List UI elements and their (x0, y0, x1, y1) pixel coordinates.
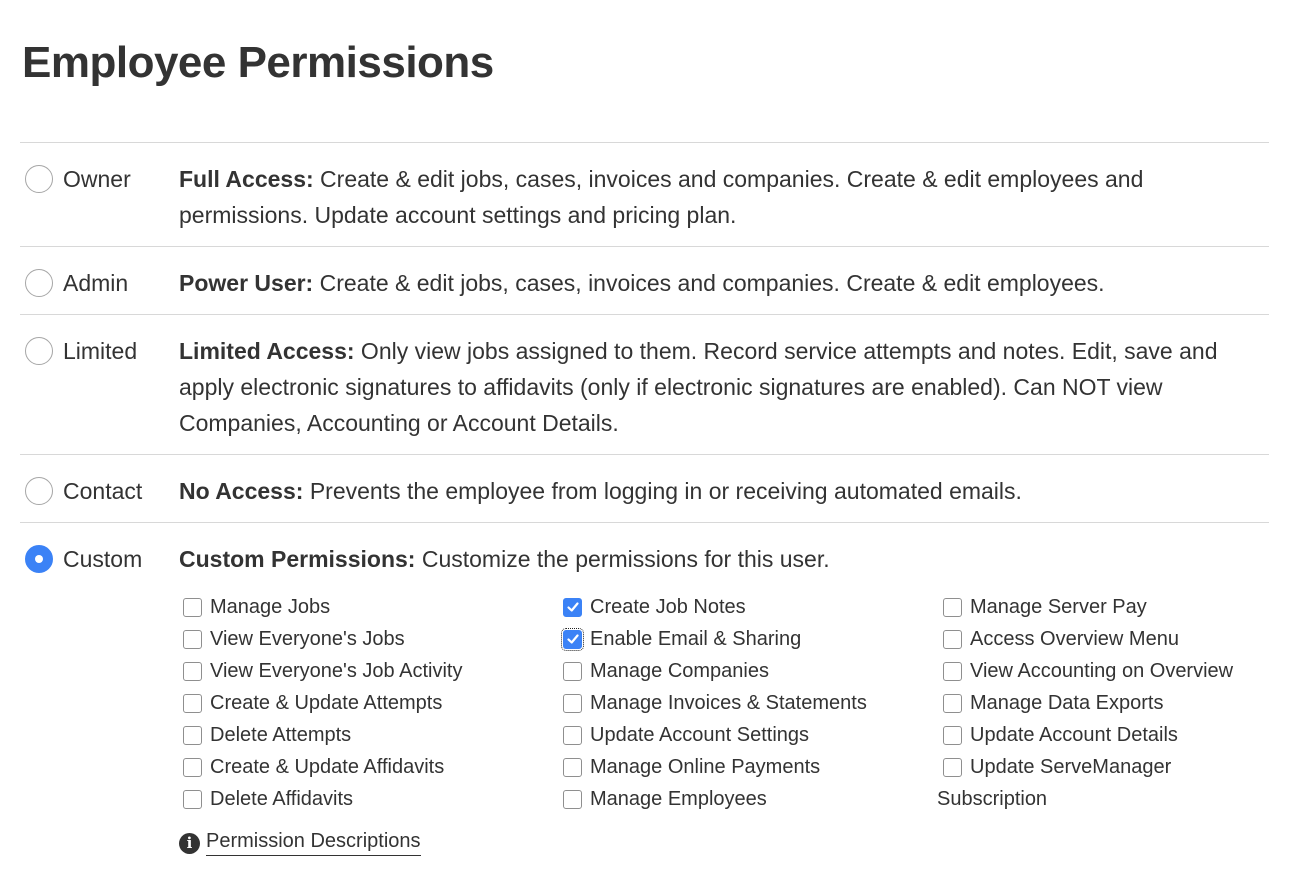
permissions-column-1 (183, 591, 462, 815)
limited-description-text: Only view jobs assigned to them. Record service attempts and notes. Edit, save and apply electronic signatures to affidavits (only if electronic signatures are enabled). Can NOT view Companies, Accounting or Account Details. (179, 338, 1218, 436)
update-servemanager-label[interactable]: Update ServeManager (970, 755, 1172, 778)
contact-radio-label[interactable]: Contact (63, 478, 143, 504)
permission-descriptions-link[interactable]: Permission Descriptions (206, 830, 421, 856)
info-icon: i (179, 833, 200, 854)
radio-selected-dot (35, 555, 43, 563)
delete-affidavits-label[interactable]: Delete Affidavits (210, 787, 354, 810)
owner-description (179, 161, 1269, 246)
view-everyone-s-jobs-label[interactable]: View Everyone's Jobs (210, 627, 405, 650)
contact-description-title: No Access: (179, 478, 304, 504)
manage-online-payments-label[interactable]: Manage Online Payments (590, 755, 821, 778)
custom-radio[interactable] (25, 545, 53, 573)
permission-item-create-and-update-attempts[interactable] (183, 687, 462, 719)
permission-item-delete-affidavits[interactable] (183, 783, 462, 815)
permission-item-manage-employees[interactable] (563, 783, 867, 815)
permission-item-view-everyone-s-job-activity[interactable] (183, 655, 462, 687)
limited-radio[interactable] (25, 337, 53, 365)
manage-invoices-and-statements-checkbox[interactable] (563, 694, 582, 713)
manage-employees-checkbox[interactable] (563, 790, 582, 809)
custom-description-text: Customize the permissions for this user. (415, 546, 830, 572)
manage-server-pay-checkbox[interactable] (943, 598, 962, 617)
permission-item-delete-attempts[interactable] (183, 719, 462, 751)
permission-item-manage-invoices-and-statements[interactable] (563, 687, 867, 719)
permission-item-manage-jobs[interactable] (183, 591, 462, 623)
view-everyone-s-jobs-checkbox[interactable] (183, 630, 202, 649)
permission-item-update-servemanager[interactable] (943, 751, 1233, 783)
view-everyone-s-job-activity-label[interactable]: View Everyone's Job Activity (210, 659, 463, 682)
checkmark-icon (566, 632, 580, 646)
role-row-admin (20, 246, 1269, 314)
role-option-contact[interactable] (20, 476, 179, 522)
permission-item-access-overview-menu[interactable] (943, 623, 1233, 655)
manage-invoices-and-statements-label[interactable]: Manage Invoices & Statements (590, 691, 867, 714)
role-row-limited (20, 314, 1269, 454)
create-job-notes-label[interactable]: Create Job Notes (590, 595, 746, 618)
delete-affidavits-checkbox[interactable] (183, 790, 202, 809)
manage-data-exports-label[interactable]: Manage Data Exports (970, 691, 1164, 714)
admin-description (179, 265, 1269, 314)
owner-description-title: Full Access: (179, 166, 314, 192)
delete-attempts-checkbox[interactable] (183, 726, 202, 745)
update-servemanager-label-wrap[interactable]: Subscription (937, 788, 1048, 810)
update-account-settings-checkbox[interactable] (563, 726, 582, 745)
permission-item-update-account-settings[interactable] (563, 719, 867, 751)
permission-item-enable-email-and-sharing[interactable] (563, 623, 867, 655)
checkmark-icon (566, 600, 580, 614)
permissions-column-3 (937, 591, 1234, 815)
update-account-details-label[interactable]: Update Account Details (970, 723, 1178, 746)
owner-radio[interactable] (25, 165, 53, 193)
view-accounting-on-overview-checkbox[interactable] (943, 662, 962, 681)
view-everyone-s-job-activity-checkbox[interactable] (183, 662, 202, 681)
delete-attempts-label[interactable]: Delete Attempts (210, 723, 352, 746)
contact-radio[interactable] (25, 477, 53, 505)
page-title: Employee Permissions (22, 38, 494, 87)
manage-companies-checkbox[interactable] (563, 662, 582, 681)
manage-server-pay-label[interactable]: Manage Server Pay (970, 595, 1147, 618)
role-option-owner[interactable] (20, 164, 179, 246)
permission-descriptions-row (179, 830, 421, 856)
enable-email-and-sharing-label[interactable]: Enable Email & Sharing (590, 627, 802, 650)
update-account-settings-label[interactable]: Update Account Settings (590, 723, 810, 746)
manage-jobs-checkbox[interactable] (183, 598, 202, 617)
owner-radio-label[interactable]: Owner (63, 166, 131, 192)
permissions-column-2 (563, 591, 867, 815)
permission-item-manage-data-exports[interactable] (943, 687, 1233, 719)
permission-item-update-account-details[interactable] (943, 719, 1233, 751)
permission-item-manage-online-payments[interactable] (563, 751, 867, 783)
permission-item-view-accounting-on-overview[interactable] (943, 655, 1233, 687)
role-option-custom[interactable] (20, 544, 179, 852)
admin-radio-label[interactable]: Admin (63, 270, 129, 296)
create-and-update-attempts-checkbox[interactable] (183, 694, 202, 713)
create-and-update-affidavits-label[interactable]: Create & Update Affidavits (210, 755, 445, 778)
contact-description (179, 473, 1269, 522)
create-job-notes-checkbox[interactable] (563, 598, 582, 617)
custom-description-title: Custom Permissions: (179, 546, 416, 572)
custom-radio-label[interactable]: Custom (63, 546, 143, 572)
permission-item-create-job-notes[interactable] (563, 591, 867, 623)
update-servemanager-checkbox[interactable] (943, 758, 962, 777)
create-and-update-attempts-label[interactable]: Create & Update Attempts (210, 691, 443, 714)
admin-radio[interactable] (25, 269, 53, 297)
create-and-update-affidavits-checkbox[interactable] (183, 758, 202, 777)
manage-companies-label[interactable]: Manage Companies (590, 659, 769, 682)
admin-description-text: Create & edit jobs, cases, invoices and companies. Create & edit employees. (313, 270, 1105, 296)
update-account-details-checkbox[interactable] (943, 726, 962, 745)
access-overview-menu-label[interactable]: Access Overview Menu (970, 627, 1179, 650)
enable-email-and-sharing-checkbox[interactable] (563, 630, 582, 649)
view-accounting-on-overview-label[interactable]: View Accounting on Overview (970, 659, 1234, 682)
permission-item-manage-companies[interactable] (563, 655, 867, 687)
role-option-admin[interactable] (20, 268, 179, 314)
manage-jobs-label[interactable]: Manage Jobs (210, 595, 331, 618)
permission-item-view-everyone-s-jobs[interactable] (183, 623, 462, 655)
access-overview-menu-checkbox[interactable] (943, 630, 962, 649)
manage-data-exports-checkbox[interactable] (943, 694, 962, 713)
role-row-owner (20, 142, 1269, 246)
permission-item-manage-server-pay[interactable] (943, 591, 1233, 623)
limited-description (179, 333, 1269, 454)
role-option-limited[interactable] (20, 336, 179, 454)
owner-description-text: Create & edit jobs, cases, invoices and companies. Create & edit employees and permissions. Update account settings and pricing plan. (179, 166, 1144, 228)
admin-description-title: Power User: (179, 270, 314, 296)
manage-online-payments-checkbox[interactable] (563, 758, 582, 777)
role-row-contact (20, 454, 1269, 522)
limited-description-title: Limited Access: (179, 338, 355, 364)
contact-description-text: Prevents the employee from logging in or receiving automated emails. (303, 478, 1022, 504)
manage-employees-label[interactable]: Manage Employees (590, 787, 767, 810)
permission-item-create-and-update-affidavits[interactable] (183, 751, 462, 783)
limited-radio-label[interactable]: Limited (63, 338, 138, 364)
